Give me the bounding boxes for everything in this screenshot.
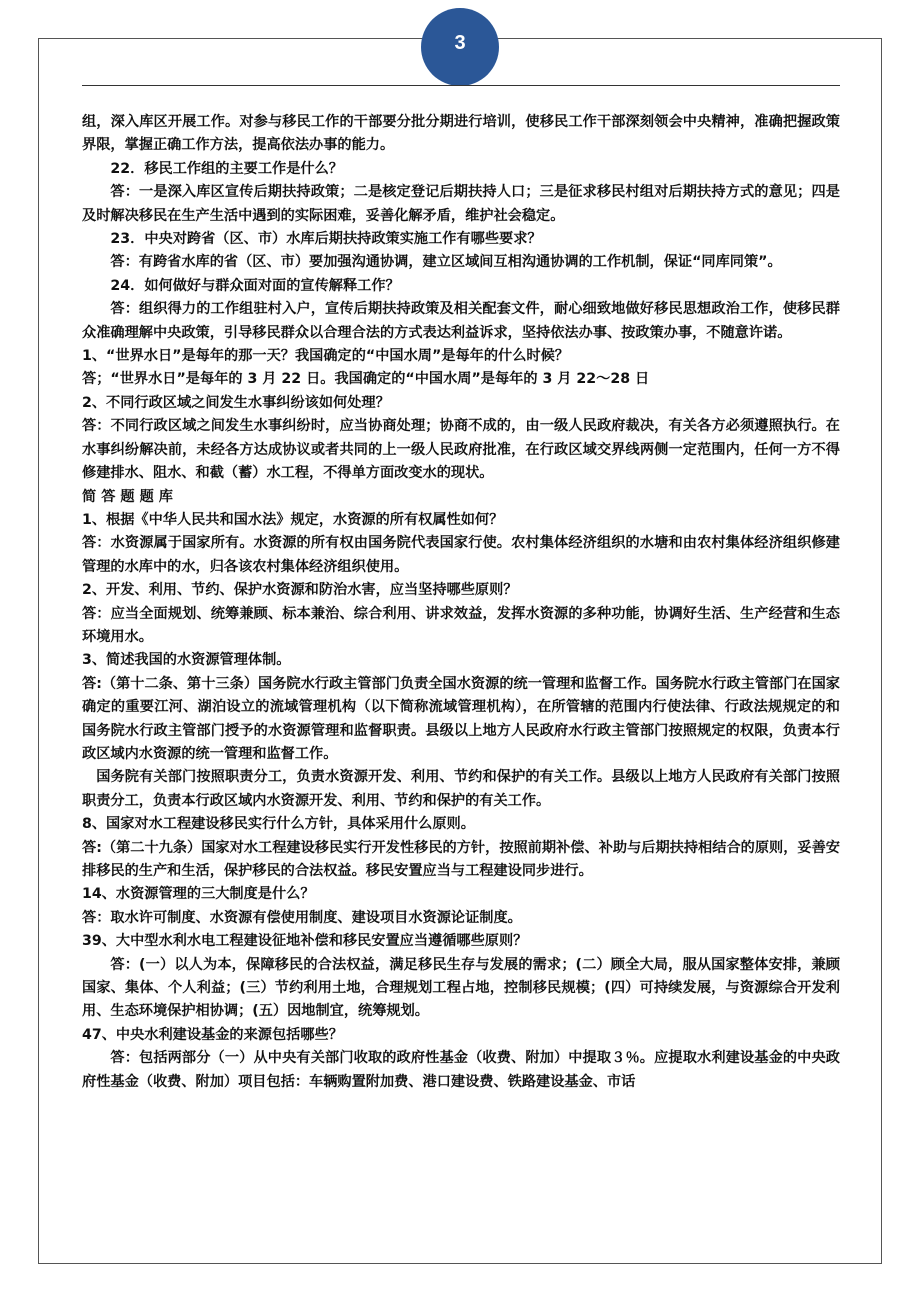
- answer: 答：(一）以人为本，保障移民的合法权益，满足移民生存与发展的需求；(二）顾全大局，服从国家整体安排，兼顾国家、集体、个人利益；(三）节约利用土地，合理规划工程占地，控制移民规模；(四）可持续发展，与资源综合开发利用、生态环境保护相协调；(五）因地制宜，统筹规划。: [82, 956, 840, 1020]
- question: 1、“世界水日”是每年的那一天？我国确定的“中国水周”是每年的什么时候？: [82, 348, 569, 365]
- question: 3、简述我国的水资源管理体制。: [82, 652, 291, 669]
- page-number-badge: 3: [421, 8, 499, 86]
- answer: 答:（第二十九条）国家对水工程建设移民实行开发性移民的方针，按照前期补偿、补助与后期扶持相结合的原则，妥善安排移民的生产和生活，保护移民的合法权益。移民安置应当与工程建设同步进行。: [82, 839, 840, 879]
- answer: 答:（第十二条、第十三条）国务院水行政主管部门负责全国水资源的统一管理和监督工作。国务院水行政主管部门在国家确定的重要江河、湖泊设立的流域管理机构（以下简称流域管理机构），在所管辖的范围内行使法律、行政法规规定的和国务院水行政主管部门授予的水资源管理和监督职责。县级以上地方人民政府水行政主管部门按照规定的权限，负责本行政区域内水资源的统一管理和监督工作。: [82, 675, 840, 762]
- header-rule: [82, 85, 840, 86]
- question: 2、不同行政区域之间发生水事纠纷该如何处理？: [82, 394, 390, 411]
- section-heading: 简答题题库: [82, 488, 178, 505]
- question: 24．如何做好与群众面对面的宣传解释工作？: [110, 277, 400, 294]
- question: 47、中央水利建设基金的来源包括哪些？: [82, 1026, 343, 1043]
- question: 2、开发、利用、节约、保护水资源和防治水害，应当坚持哪些原则？: [82, 582, 518, 599]
- answer: 答：应当全面规划、统筹兼顾、标本兼治、综合利用、讲求效益，发挥水资源的多种功能，协调好生活、生产经营和生态环境用水。: [82, 605, 840, 645]
- answer: 答：取水许可制度、水资源有偿使用制度、建设项目水资源论证制度。: [82, 909, 522, 926]
- answer: 答：有跨省水库的省（区、市）要加强沟通协调，建立区域间互相沟通协调的工作机制，保证“同库同策”。: [110, 254, 782, 271]
- paragraph: 组，深入库区开展工作。对参与移民工作的干部要分批分期进行培训，使移民工作干部深刻领会中央精神，准确把握政策界限，掌握正确工作方法，提高依法办事的能力。: [82, 114, 840, 154]
- answer: 答：一是深入库区宣传后期扶持政策；二是核定登记后期扶持人口；三是征求移民村组对后期扶持方式的意见；四是及时解决移民在生产生活中遇到的实际困难，妥善化解矛盾，维护社会稳定。: [82, 184, 840, 224]
- answer: 答：包括两部分（一）从中央有关部门收取的政府性基金（收费、附加）中提取３％。应提取水利建设基金的中央政府性基金（收费、附加）项目包括：车辆购置附加费、港口建设费、铁路建设基金、市话: [82, 1050, 840, 1090]
- question: 23．中央对跨省（区、市）水库后期扶持政策实施工作有哪些要求？: [110, 231, 542, 248]
- answer-continuation: 国务院有关部门按照职责分工，负责水资源开发、利用、节约和保护的有关工作。县级以上地方人民政府有关部门按照职责分工，负责本行政区域内水资源开发、利用、节约和保护的有关工作。: [82, 769, 840, 809]
- question: 14、水资源管理的三大制度是什么？: [82, 886, 315, 903]
- answer: 答：不同行政区域之间发生水事纠纷时，应当协商处理；协商不成的，由一级人民政府裁决，有关各方必须遵照执行。在水事纠纷解决前，未经各方达成协议或者共同的上一级人民政府批准，在行政区域交界线两侧一定范围内，任何一方不得修建排水、阻水、和截（蓄）水工程，不得单方面改变水的现状。: [82, 418, 840, 482]
- answer: 答：组织得力的工作组驻村入户，宣传后期扶持政策及相关配套文件，耐心细致地做好移民思想政治工作，使移民群众准确理解中央政策，引导移民群众以合理合法的方式表达利益诉求，坚持依法办事、按政策办事，不随意许诺。: [82, 301, 840, 341]
- answer: 答；“世界水日”是每年的 3 月 22 日。我国确定的“中国水周”是每年的 3 月 22～28 日: [82, 371, 650, 388]
- question: 22．移民工作组的主要工作是什么？: [110, 160, 343, 177]
- answer: 答：水资源属于国家所有。水资源的所有权由国务院代表国家行使。农村集体经济组织的水塘和由农村集体经济组织修建管理的水库中的水，归各该农村集体经济组织使用。: [82, 535, 840, 575]
- question: 39、大中型水利水电工程建设征地补偿和移民安置应当遵循哪些原则？: [82, 933, 528, 950]
- question: 8、国家对水工程建设移民实行什么方针，具体采用什么原则。: [82, 816, 475, 833]
- question: 1、根据《中华人民共和国水法》规定，水资源的所有权属性如何？: [82, 511, 504, 528]
- document-body: [82, 111, 840, 1094]
